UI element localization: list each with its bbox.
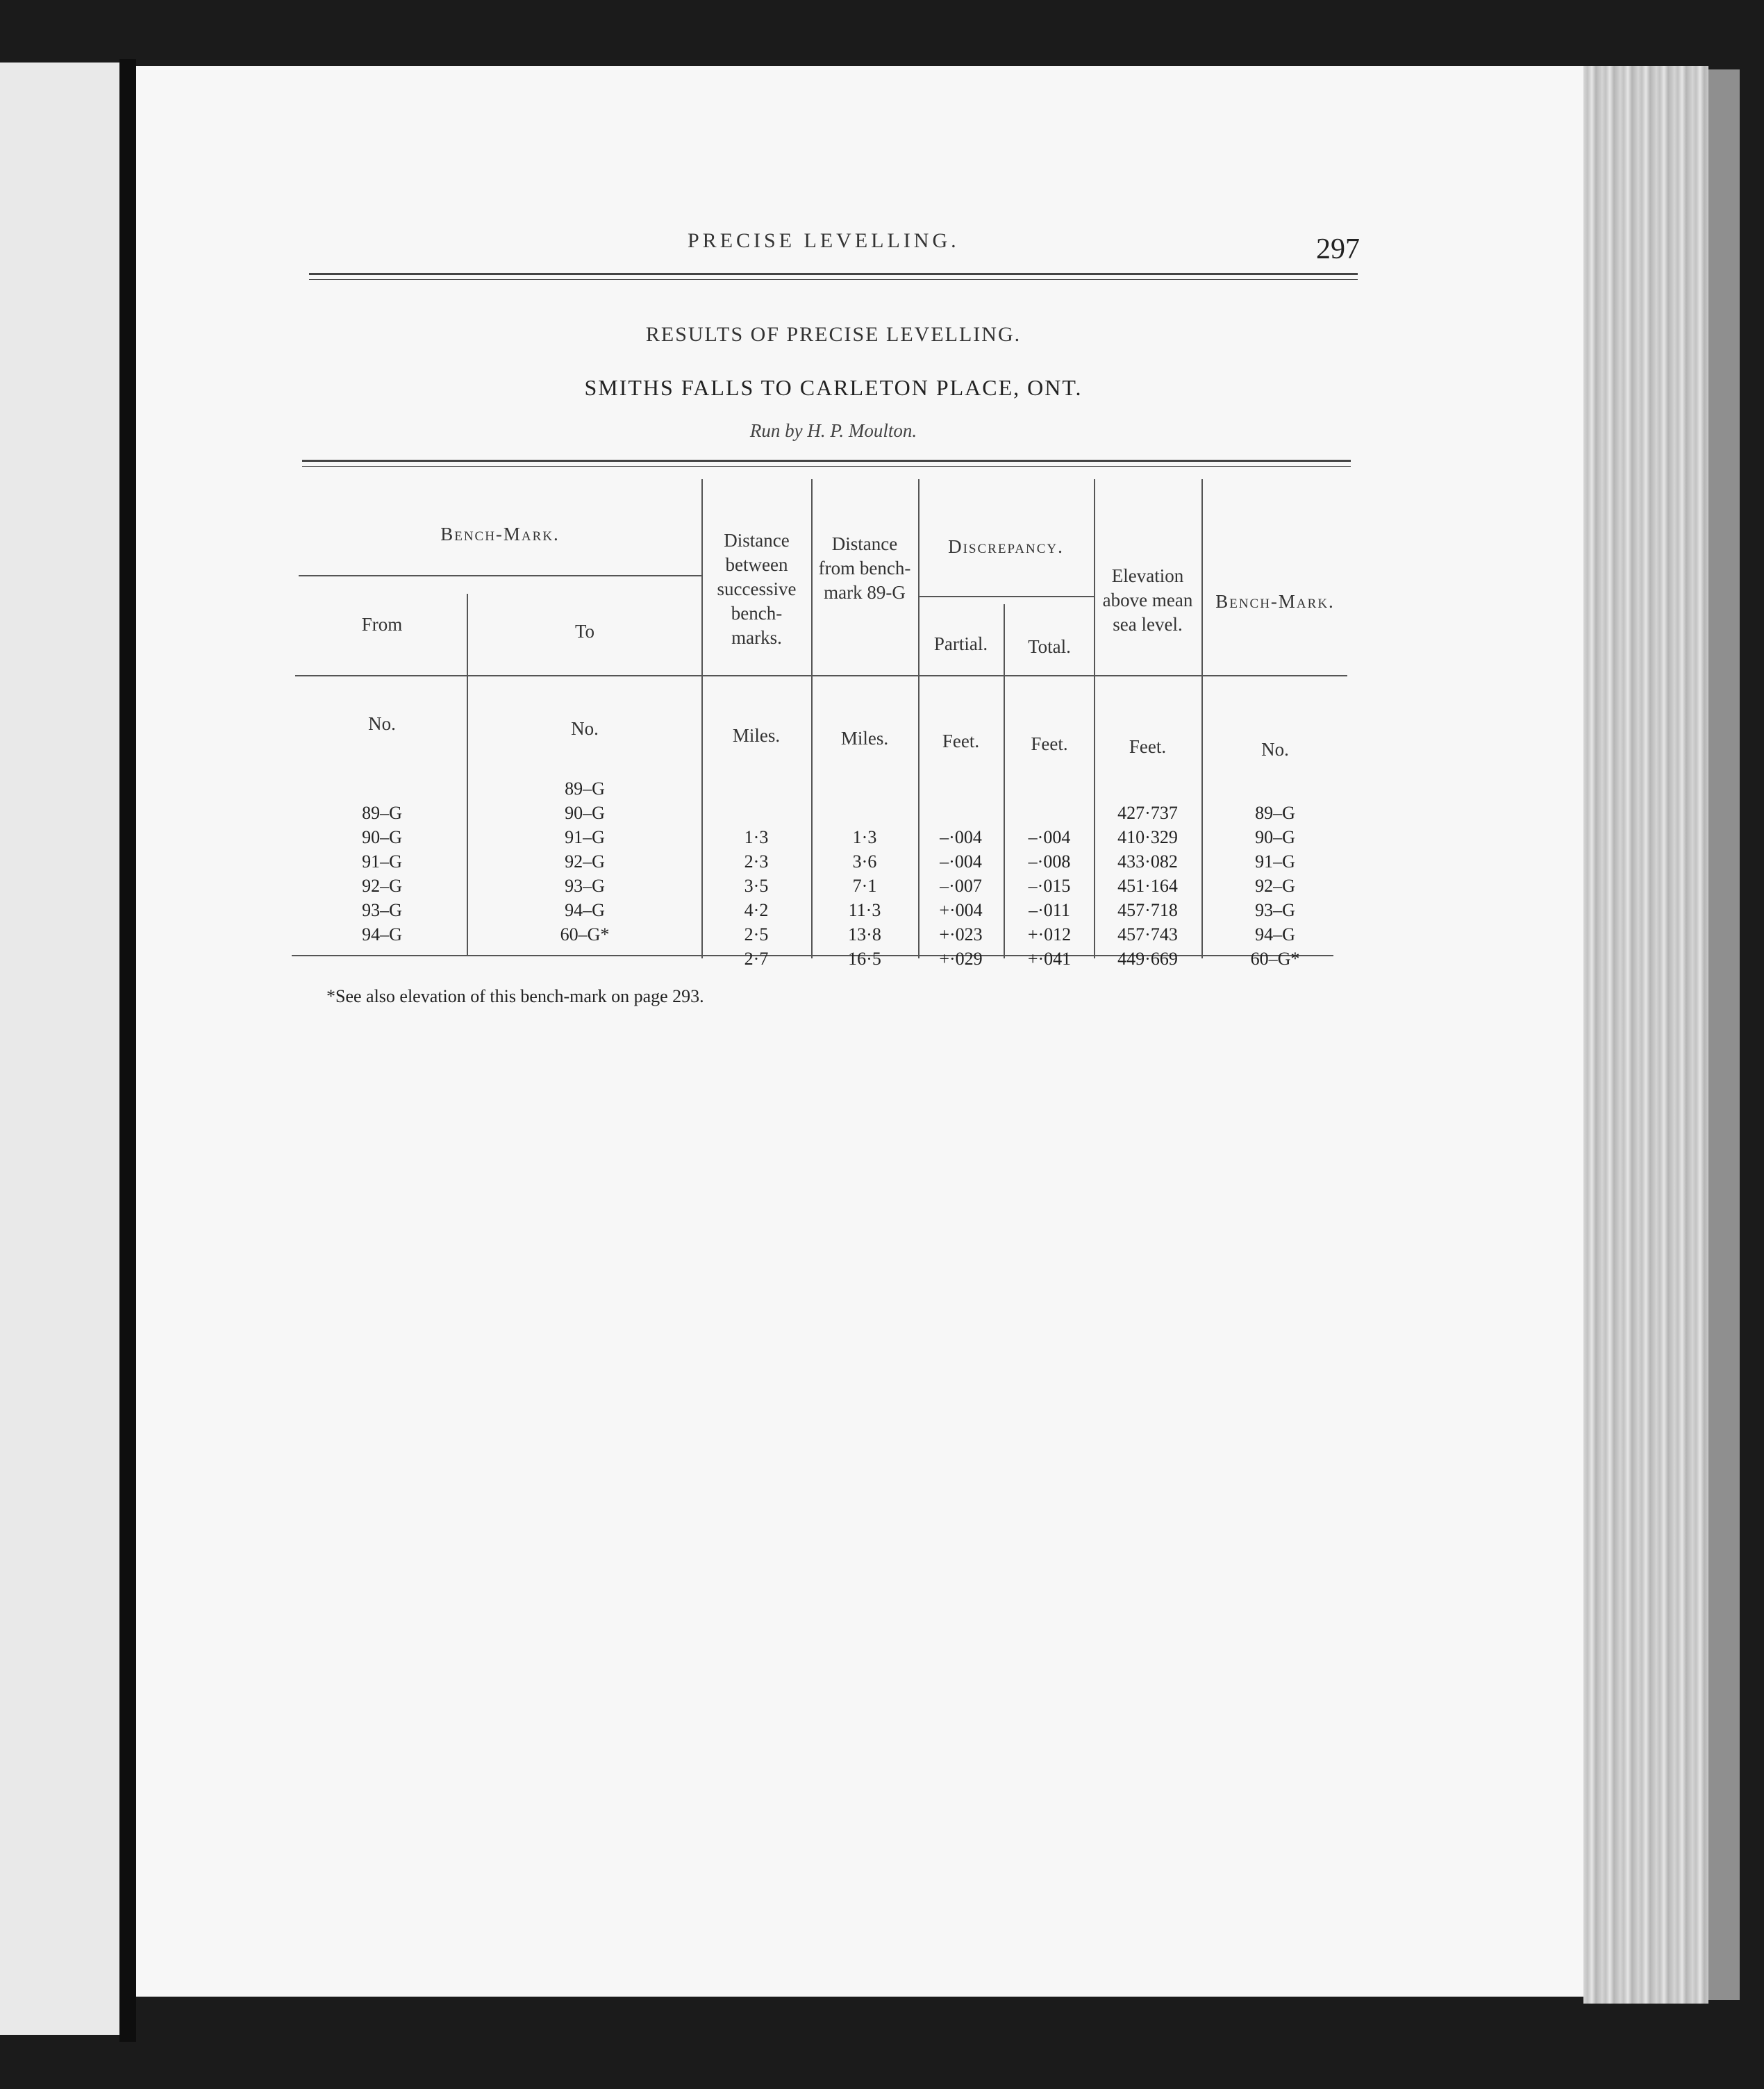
cell-to: 90–G xyxy=(565,803,605,823)
page-edges xyxy=(1583,66,1708,2004)
cell-total: +·041 xyxy=(1027,949,1072,969)
cell-to: 94–G xyxy=(565,900,605,920)
cell-bench-mark: 94–G xyxy=(1255,924,1295,944)
header-distance-between: Distance between successive bench-marks. xyxy=(717,530,797,648)
cell-partial: –·004 xyxy=(940,851,982,872)
row-divider xyxy=(295,675,1347,676)
header-partial: Partial. xyxy=(933,633,988,654)
col-from xyxy=(299,776,465,947)
cell-partial: –·007 xyxy=(940,876,982,896)
unit-between: Miles. xyxy=(732,725,781,746)
cell-between: 2·7 xyxy=(744,949,769,969)
cell-elevation xyxy=(1094,776,1201,801)
unit-from: No. xyxy=(368,713,396,734)
cell-to: 91–G xyxy=(565,827,605,847)
cell-to: 92–G xyxy=(565,851,605,872)
cell-bench-mark: 60–G* xyxy=(1250,949,1300,969)
cell-partial: –·004 xyxy=(940,827,982,847)
header-rule xyxy=(309,273,1358,275)
unit-to: No. xyxy=(571,718,599,739)
cell-between: 2·3 xyxy=(744,851,769,872)
cell-from: 93–G xyxy=(362,900,402,920)
header-discrepancy: Discrepancy. xyxy=(948,536,1064,557)
cell-bench-mark: 93–G xyxy=(1255,900,1295,920)
cell-elevation: 457·718 xyxy=(1117,900,1178,920)
header-rule-thin xyxy=(309,279,1358,280)
header-bench-mark: Bench-Mark. xyxy=(440,524,560,544)
cell-to: 60–G* xyxy=(560,924,610,944)
cell-bench-mark: 92–G xyxy=(1255,876,1295,896)
cell-total: –·008 xyxy=(1028,851,1071,872)
cell-from: 90–G xyxy=(362,827,402,847)
cell-bench-mark xyxy=(1203,776,1347,801)
cell-elevation: 457·743 xyxy=(1117,924,1178,944)
page-edges-shadow xyxy=(1708,69,1740,2000)
col-from-bm xyxy=(811,776,918,971)
running-head: PRECISE LEVELLING. xyxy=(688,229,960,252)
col-elevation xyxy=(1094,776,1201,971)
cell-between xyxy=(701,776,811,801)
unit-bench-mark: No. xyxy=(1261,739,1289,760)
unit-from-bm: Miles. xyxy=(840,728,889,749)
cell-from-bm: 1·3 xyxy=(852,827,877,847)
cell-total: +·012 xyxy=(1027,924,1072,944)
cell-from xyxy=(299,776,465,801)
cell-total: –·004 xyxy=(1028,827,1071,847)
route-title: SMITHS FALLS TO CARLETON PLACE, ONT. xyxy=(584,375,1083,400)
cell-between: 4·2 xyxy=(744,900,769,920)
cell-elevation: 451·164 xyxy=(1117,876,1178,896)
header-from: From xyxy=(361,614,403,635)
cell-partial: +·004 xyxy=(939,900,983,920)
cell-partial xyxy=(918,776,1004,801)
cell-from-bm: 11·3 xyxy=(848,900,881,920)
cell-from: 89–G xyxy=(362,803,402,823)
cell-from-bm: 13·8 xyxy=(848,924,881,944)
col-between xyxy=(701,776,811,971)
cell-elevation: 433·082 xyxy=(1117,851,1178,872)
table-top-rule xyxy=(302,460,1351,462)
cell-between: 3·5 xyxy=(744,876,769,896)
col-bench-mark xyxy=(1203,776,1347,971)
row-divider xyxy=(918,596,1094,597)
cell-between: 1·3 xyxy=(744,827,769,847)
cell-total: –·011 xyxy=(1029,900,1070,920)
cell-partial: +·023 xyxy=(939,924,983,944)
cell-from: 92–G xyxy=(362,876,402,896)
cell-to: 93–G xyxy=(565,876,605,896)
row-divider xyxy=(299,575,701,576)
cell-partial: +·029 xyxy=(939,949,983,969)
cell-elevation: 449·669 xyxy=(1117,949,1178,969)
cell-elevation: 410·329 xyxy=(1117,827,1178,847)
cell-bench-mark: 91–G xyxy=(1255,851,1295,872)
cell-from-bm: 7·1 xyxy=(852,876,877,896)
header-distance-from: Distance from bench-mark 89-G xyxy=(818,533,911,603)
header-bench-mark-right: Bench-Mark. xyxy=(1215,591,1335,612)
cell-total xyxy=(1005,776,1094,801)
book-spine xyxy=(119,59,136,2042)
footnote: *See also elevation of this bench-mark on page 293. xyxy=(326,986,704,1006)
col-total xyxy=(1005,776,1094,971)
cell-total xyxy=(1005,801,1094,825)
cell-between xyxy=(701,801,811,825)
col-to xyxy=(468,776,701,947)
cell-to: 89–G xyxy=(565,779,605,799)
header-elevation: Elevation above mean sea level. xyxy=(1102,565,1193,635)
header-total: Total. xyxy=(1028,636,1071,657)
col-partial xyxy=(918,776,1004,971)
cell-partial xyxy=(918,801,1004,825)
cell-from-bm xyxy=(811,801,918,825)
unit-elevation: Feet. xyxy=(1129,736,1167,757)
page xyxy=(136,66,1622,1997)
page-number: 297 xyxy=(1316,233,1360,265)
cell-total: –·015 xyxy=(1028,876,1071,896)
cell-elevation: 427·737 xyxy=(1117,803,1178,823)
table-title: RESULTS OF PRECISE LEVELLING. xyxy=(645,323,1022,346)
unit-partial: Feet. xyxy=(942,731,980,751)
cell-bench-mark: 90–G xyxy=(1255,827,1295,847)
cell-from-bm: 16·5 xyxy=(848,949,881,969)
cell-bench-mark: 89–G xyxy=(1255,803,1295,823)
cell-from: 91–G xyxy=(362,851,402,872)
cell-from-bm xyxy=(811,776,918,801)
unit-total: Feet. xyxy=(1031,733,1068,754)
cell-between: 2·5 xyxy=(744,924,769,944)
cell-from: 94–G xyxy=(362,924,402,944)
header-to: To xyxy=(574,621,595,642)
cell-from-bm: 3·6 xyxy=(852,851,877,872)
table-top-rule-thin xyxy=(302,466,1351,467)
surveyor-line: Run by H. P. Moulton. xyxy=(749,420,917,441)
left-page xyxy=(0,63,125,2035)
